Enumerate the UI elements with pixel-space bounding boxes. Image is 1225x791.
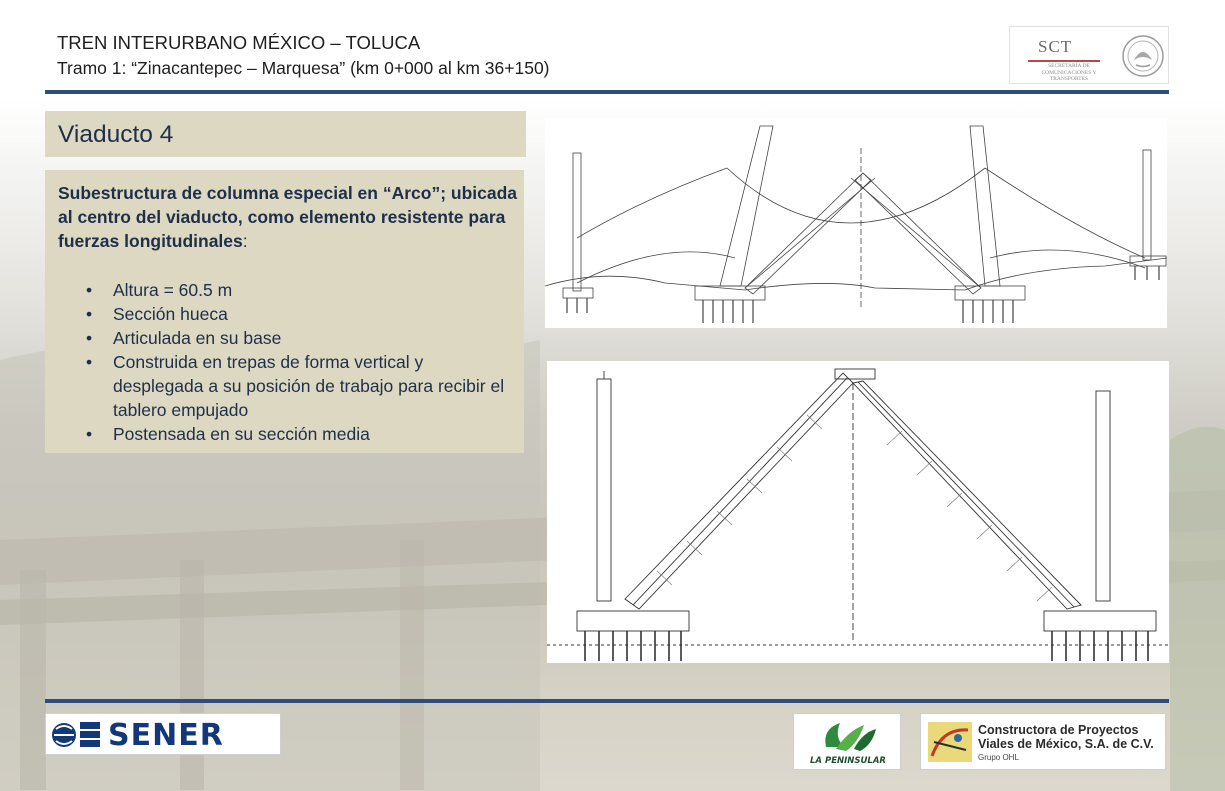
arch-elevation-svg: [545, 118, 1167, 328]
hg-leaf-icon: [818, 717, 878, 755]
bullet-icon: •: [86, 424, 93, 444]
sct-logo-text: SCT: [1038, 37, 1073, 56]
sct-logo: [1009, 26, 1169, 84]
list-item-text: Articulada en su base: [113, 328, 282, 348]
feature-list: [58, 278, 508, 446]
list-item-text: Sección hueca: [113, 304, 228, 324]
footer-divider: [45, 699, 1169, 703]
list-item-text: Altura = 60.5 m: [113, 280, 233, 300]
list-item: [58, 326, 508, 350]
cpv-logo-subtext: Grupo OHL: [978, 753, 1019, 762]
la-peninsular-logo-text: LA PENINSULAR: [810, 756, 886, 766]
page-subtitle: Tramo 1: “Zinacantepec – Marquesa” (km 0+000 al km 36+150): [57, 58, 550, 78]
page-title: TREN INTERURBANO MÉXICO – TOLUCA: [57, 32, 421, 53]
description-panel: [45, 170, 524, 453]
list-item: [58, 422, 508, 446]
arch-detail-drawing: [547, 361, 1169, 663]
cpv-logo: [920, 713, 1166, 770]
section-title-panel: [45, 111, 526, 157]
section-title: Viaducto 4: [58, 121, 174, 148]
list-item: [58, 278, 508, 302]
sct-logo-subtext: SECRETARÍA DE COMUNICACIONES Y TRANSPORTES: [1041, 63, 1097, 82]
bullet-icon: •: [86, 328, 93, 348]
bullet-icon: •: [86, 280, 93, 300]
description-lead: [58, 181, 518, 253]
la-peninsular-logo: [793, 713, 901, 770]
list-item: [58, 350, 508, 422]
arch-detail-svg: [547, 361, 1169, 663]
cpv-logo-text: Constructora de Proyectos Viales de México, S.A. de C.V.: [978, 723, 1154, 751]
bullet-icon: •: [86, 304, 93, 324]
bullet-icon: •: [86, 352, 93, 372]
cpv-emblem-icon: [928, 722, 972, 762]
sener-logo: [45, 713, 281, 755]
description-tail: :: [242, 231, 248, 251]
mexican-coat-of-arms-icon: [1120, 32, 1166, 80]
list-item-text: Postensada en su sección media: [113, 424, 370, 444]
sct-logo-divider: [1028, 60, 1100, 62]
list-item: [58, 302, 508, 326]
arch-elevation-drawing: [545, 118, 1167, 328]
sener-emblem-icon: [50, 719, 102, 751]
list-item-text: Construida en trepas de forma vertical y desplegada a su posición de trabajo para recibir el tablero empujado: [113, 352, 505, 420]
sener-logo-text: SENER: [108, 718, 224, 753]
header-divider: [45, 90, 1169, 94]
description-bold: Subestructura de columna especial en “Arco”; ubicada al centro del viaducto, como elemento resistente para fuerzas longitudinales: [58, 183, 518, 251]
